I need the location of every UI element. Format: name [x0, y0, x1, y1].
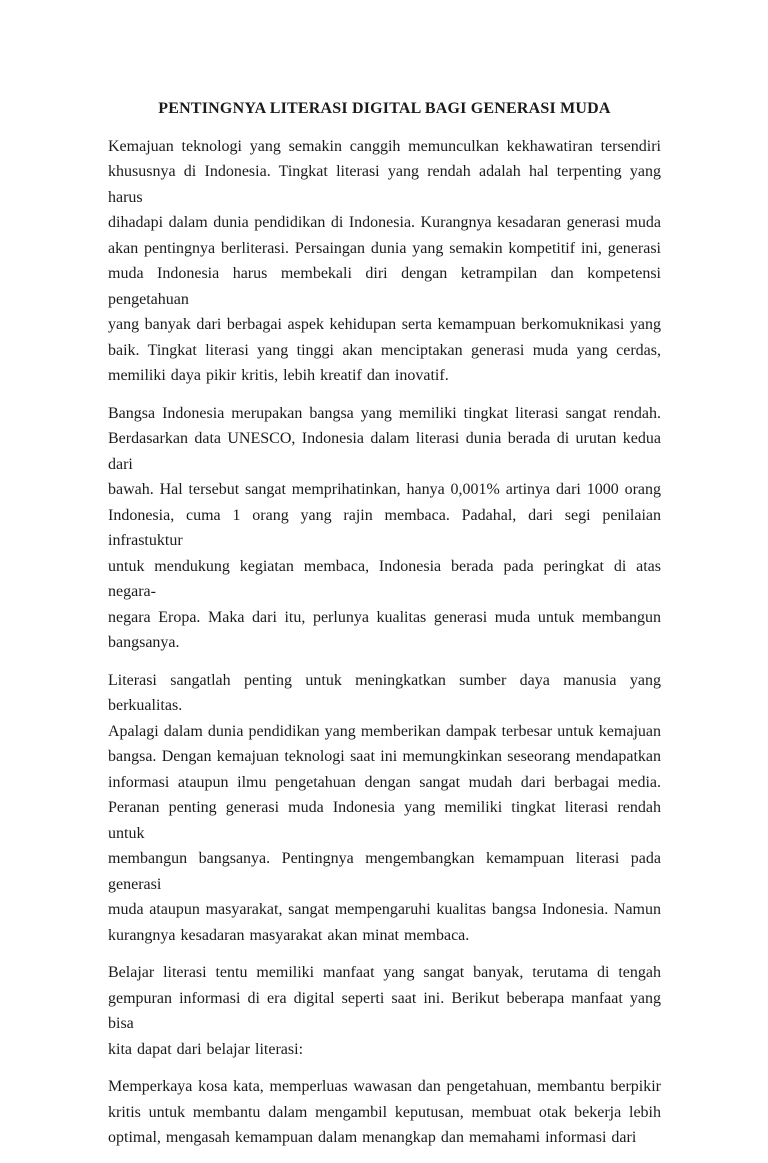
text-line: Kemajuan teknologi yang semakin canggih memunculkan kekhawatiran tersendiri	[108, 137, 661, 155]
text-line: gempuran informasi di era digital seperti saat ini. Berikut beberapa manfaat yang bisa	[108, 989, 661, 1032]
text-line: untuk mendukung kegiatan membaca, Indonesia berada pada peringkat di atas negara-	[108, 557, 661, 600]
text-line: muda ataupun masyarakat, sangat mempengaruhi kualitas bangsa Indonesia. Namun	[108, 901, 661, 918]
text-line: optimal, mengasah kemampuan dalam menangkap dan memahami informasi dari	[108, 1129, 637, 1146]
text-line: Apalagi dalam dunia pendidikan yang memberikan dampak terbesar untuk kemajuan	[108, 722, 661, 740]
text-line: khususnya di Indonesia. Tingkat literasi yang rendah adalah hal terpenting yang harus	[108, 163, 661, 206]
text-line: Belajar literasi tentu memiliki manfaat yang sangat banyak, terutama di tengah	[108, 964, 661, 981]
text-line: memiliki daya pikir kritis, lebih kreatif dan inovatif.	[108, 367, 449, 384]
text-line: bangsa. Dengan kemajuan teknologi saat ini memungkinkan seseorang mendapatkan	[108, 748, 661, 765]
text-line: akan pentingnya berliterasi. Persaingan dunia yang semakin kompetitif ini, generasi	[108, 239, 661, 257]
text-line: kita dapat dari belajar literasi:	[108, 1040, 304, 1058]
text-line: Memperkaya kosa kata, memperluas wawasan dan pengetahuan, membantu berpikir	[108, 1078, 661, 1095]
paragraph	[108, 134, 661, 389]
paragraph	[108, 401, 661, 656]
text-line: dihadapi dalam dunia pendidikan di Indonesia. Kurangnya kesadaran generasi muda	[108, 214, 661, 231]
text-line: yang banyak dari berbagai aspek kehidupan serta kemampuan berkomuknikasi yang	[108, 316, 661, 333]
text-line: informasi ataupun ilmu pengetahuan dengan sangat mudah dari berbagai media.	[108, 773, 661, 791]
text-line: muda Indonesia harus membekali diri dengan ketrampilan dan kompetensi pengetahuan	[108, 265, 661, 308]
text-line: Literasi sangatlah penting untuk meningkatkan sumber daya manusia yang berkualitas.	[108, 671, 661, 714]
text-line: Bangsa Indonesia merupakan bangsa yang memiliki tingkat literasi sangat rendah.	[108, 404, 661, 422]
paragraph	[108, 668, 661, 949]
text-line: baik. Tingkat literasi yang tinggi akan menciptakan generasi muda yang cerdas,	[108, 341, 661, 359]
text-line: Berdasarkan data UNESCO, Indonesia dalam literasi dunia berada di urutan kedua dari	[108, 430, 661, 473]
text-line: Peranan penting generasi muda Indonesia yang memiliki tingkat literasi rendah untuk	[108, 799, 661, 842]
text-line: membangun bangsanya. Pentingnya mengembangkan kemampuan literasi pada generasi	[108, 850, 661, 893]
text-line: bawah. Hal tersebut sangat memprihatinkan, hanya 0,001% artinya dari 1000 orang	[108, 481, 661, 498]
page-title: PENTINGNYA LITERASI DIGITAL BAGI GENERASI MUDA	[158, 100, 611, 117]
paragraph	[108, 1074, 661, 1151]
text-line: negara Eropa. Maka dari itu, perlunya kualitas generasi muda untuk membangun	[108, 608, 661, 626]
paragraph	[108, 960, 661, 1062]
text-line: kritis untuk membantu dalam mengambil keputusan, membuat otak bekerja lebih	[108, 1103, 661, 1121]
document-content	[108, 96, 661, 1163]
document-body	[108, 134, 661, 1151]
text-line: Indonesia, cuma 1 orang yang rajin membaca. Padahal, dari segi penilaian infrastuktur	[108, 506, 661, 549]
text-line: bangsanya.	[108, 634, 180, 651]
text-line: kurangnya kesadaran masyarakat akan minat membaca.	[108, 926, 470, 944]
